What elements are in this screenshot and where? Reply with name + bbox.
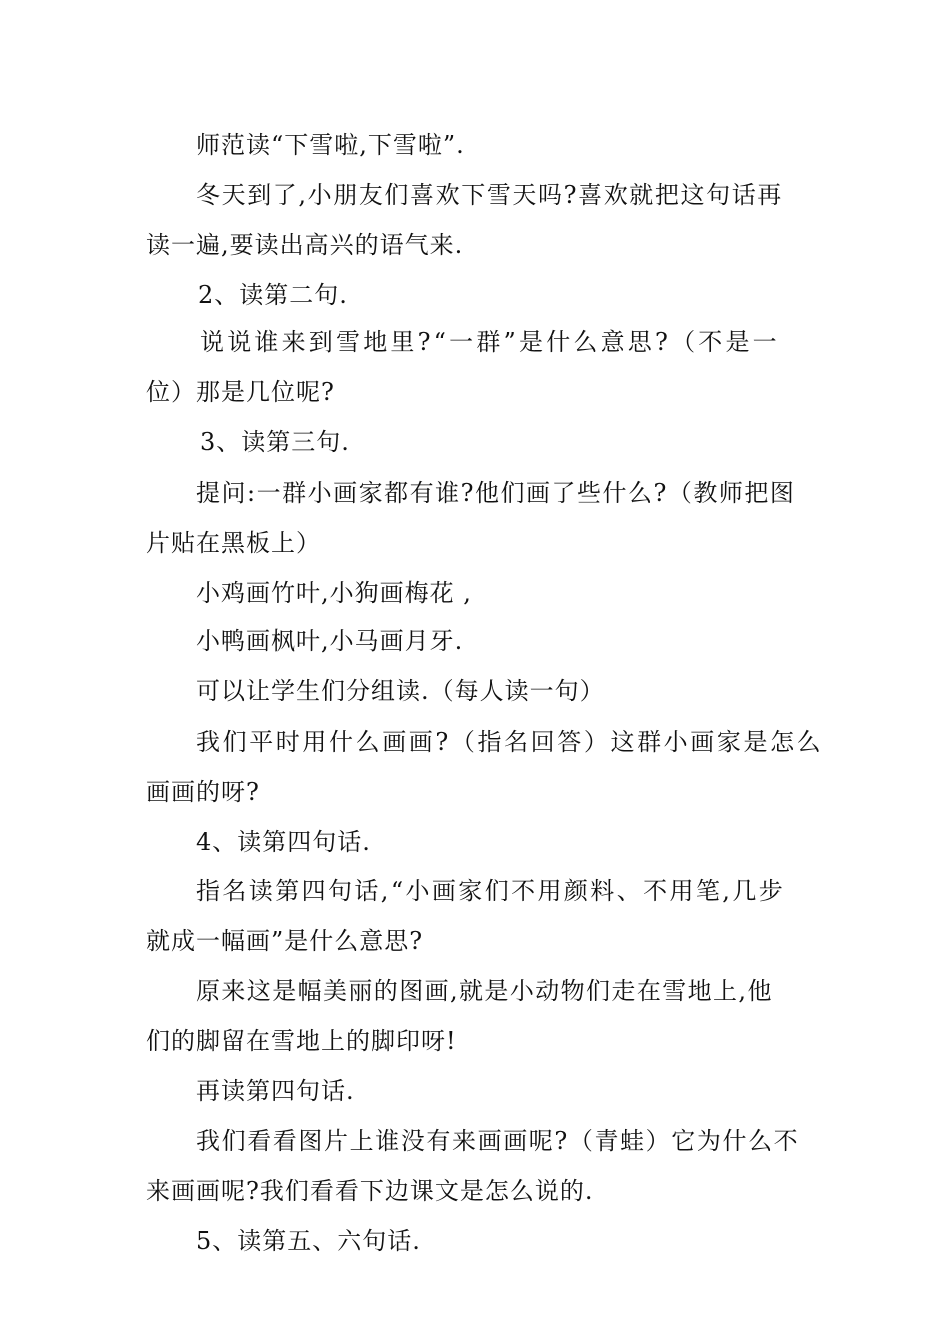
text-line: 可以让学生们分组读.（每人读一句）: [196, 677, 605, 705]
text-line: 位）那是几位呢?: [146, 378, 335, 406]
text-line: 我们平时用什么画画?（指名回答）这群小画家是怎么: [196, 728, 824, 756]
text-line: 画画的呀?: [146, 778, 260, 806]
text-line: 来画画呢?我们看看下边课文是怎么说的.: [146, 1177, 594, 1205]
text-line: 就成一幅画”是什么意思?: [146, 927, 424, 955]
text-line: 说说谁来到雪地里?“一群”是什么意思?（不是一: [200, 328, 780, 356]
section-heading: 5、读第五、六句话.: [196, 1227, 421, 1255]
text-line: 片贴在黑板上）: [146, 529, 321, 557]
section-heading: 4、读第四句话.: [196, 828, 371, 856]
section-heading: 2、读第二句.: [198, 281, 348, 309]
text-line: 原来这是幅美丽的图画,就是小动物们走在雪地上,他: [196, 977, 773, 1005]
text-line: 们的脚留在雪地上的脚印呀!: [146, 1027, 457, 1055]
section-heading: 3、读第三句.: [200, 428, 350, 456]
text-line: 提问:一群小画家都有谁?他们画了些什么?（教师把图: [196, 479, 796, 507]
text-line: 小鸡画竹叶,小狗画梅花 ,: [196, 579, 472, 607]
text-line: 小鸭画枫叶,小马画月牙.: [196, 627, 464, 655]
text-line: 师范读“下雪啦,下雪啦”.: [196, 131, 465, 159]
text-line: 我们看看图片上谁没有来画画呢?（青蛙）它为什么不: [196, 1127, 800, 1155]
text-line: 再读第四句话.: [196, 1077, 355, 1105]
text-line: 指名读第四句话,“小画家们不用颜料、不用笔,几步: [196, 877, 786, 905]
text-line: 读一遍,要读出高兴的语气来.: [146, 231, 464, 259]
text-line: 冬天到了,小朋友们喜欢下雪天吗?喜欢就把这句话再: [196, 181, 783, 209]
